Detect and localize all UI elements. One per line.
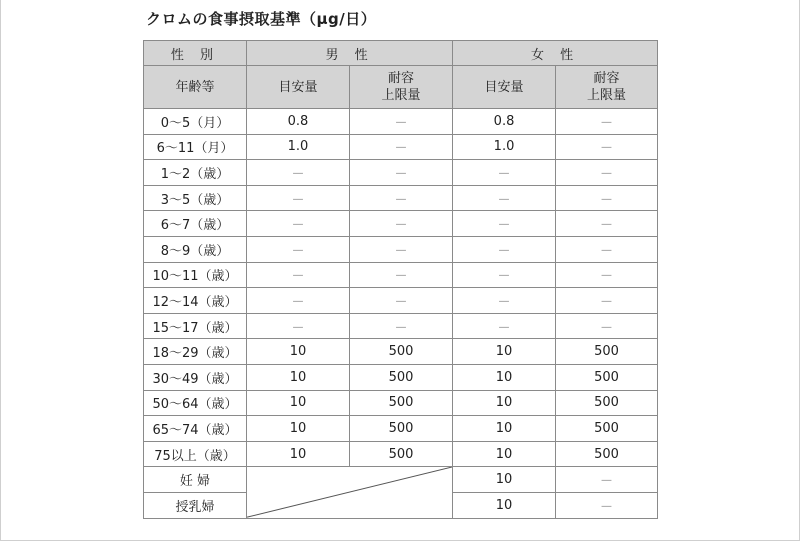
female-ai-cell: 10 <box>453 441 556 467</box>
age-cell: 6～11（月） <box>144 134 247 160</box>
female-ul-cell: 500 <box>556 364 658 390</box>
age-cell: 0～5（月） <box>144 109 247 135</box>
male-ai-cell: 10 <box>247 441 350 467</box>
age-cell: 50～64（歳） <box>144 390 247 416</box>
header-row-metrics <box>144 66 658 109</box>
table-row <box>144 441 658 467</box>
female-ul-cell: － <box>556 236 658 262</box>
male-ul-cell: 500 <box>350 339 453 365</box>
table-row <box>144 109 658 135</box>
header-row-sex <box>144 41 658 66</box>
female-ai-cell: － <box>453 185 556 211</box>
male-ai-cell: 10 <box>247 339 350 365</box>
age-cell: 8～9（歳） <box>144 236 247 262</box>
female-ai-cell: 10 <box>453 339 556 365</box>
table-row <box>144 211 658 237</box>
male-ul-cell: － <box>350 185 453 211</box>
header-ul-line1: 耐容 <box>593 71 620 86</box>
table-body <box>144 109 658 519</box>
female-ul-cell: 500 <box>556 339 658 365</box>
male-ul-cell: － <box>350 313 453 339</box>
male-ai-cell: 0.8 <box>247 109 350 135</box>
chromium-intake-table <box>143 40 658 519</box>
female-ai-cell: 10 <box>453 467 556 493</box>
not-applicable-cell <box>247 467 453 518</box>
male-ai-cell: 10 <box>247 390 350 416</box>
male-ul-cell: － <box>350 211 453 237</box>
male-ai-cell: － <box>247 288 350 314</box>
age-cell: 18～29（歳） <box>144 339 247 365</box>
female-ai-cell: 10 <box>453 364 556 390</box>
male-ai-cell: － <box>247 211 350 237</box>
female-ul-cell: － <box>556 160 658 186</box>
male-ul-cell: 500 <box>350 416 453 442</box>
header-ul-line2: 上限量 <box>587 88 627 103</box>
header-female: 女 性 <box>453 41 658 66</box>
female-ai-cell: － <box>453 236 556 262</box>
table-row <box>144 288 658 314</box>
male-ai-cell: － <box>247 313 350 339</box>
male-ai-cell: 10 <box>247 364 350 390</box>
table-row <box>144 185 658 211</box>
age-cell: 3～5（歳） <box>144 185 247 211</box>
male-ul-cell: － <box>350 109 453 135</box>
header-female-ai: 目安量 <box>453 66 556 109</box>
table-row-pregnant <box>144 467 658 493</box>
male-ul-cell: － <box>350 288 453 314</box>
female-ul-cell: － <box>556 185 658 211</box>
female-ul-cell: － <box>556 211 658 237</box>
female-ul-cell: － <box>556 467 658 493</box>
header-ul-line2: 上限量 <box>381 88 421 103</box>
age-cell: 12～14（歳） <box>144 288 247 314</box>
male-ul-cell: － <box>350 134 453 160</box>
female-ai-cell: 0.8 <box>453 109 556 135</box>
header-female-ul <box>556 66 658 109</box>
female-ai-cell: － <box>453 288 556 314</box>
female-ai-cell: － <box>453 313 556 339</box>
female-ai-cell: 10 <box>453 492 556 518</box>
table-row <box>144 134 658 160</box>
male-ai-cell: － <box>247 262 350 288</box>
header-male-ai: 目安量 <box>247 66 350 109</box>
female-ul-cell: 500 <box>556 390 658 416</box>
lactating-label: 授乳婦 <box>144 492 247 518</box>
female-ai-cell: 10 <box>453 390 556 416</box>
female-ul-cell: － <box>556 492 658 518</box>
age-cell: 15～17（歳） <box>144 313 247 339</box>
female-ul-cell: － <box>556 134 658 160</box>
male-ul-cell: 500 <box>350 364 453 390</box>
female-ul-cell: 500 <box>556 441 658 467</box>
female-ai-cell: － <box>453 262 556 288</box>
table-row <box>144 236 658 262</box>
female-ai-cell: 10 <box>453 416 556 442</box>
age-cell: 10～11（歳） <box>144 262 247 288</box>
male-ul-cell: － <box>350 236 453 262</box>
header-ul-line1: 耐容 <box>388 71 415 86</box>
male-ul-cell: － <box>350 262 453 288</box>
female-ul-cell: － <box>556 109 658 135</box>
female-ul-cell: 500 <box>556 416 658 442</box>
age-cell: 30～49（歳） <box>144 364 247 390</box>
male-ul-cell: － <box>350 160 453 186</box>
header-male-ul <box>350 66 453 109</box>
header-age: 年齢等 <box>144 66 247 109</box>
male-ul-cell: 500 <box>350 441 453 467</box>
header-male: 男 性 <box>247 41 453 66</box>
female-ai-cell: － <box>453 160 556 186</box>
page-title: クロムの食事摂取基準（μg/日） <box>146 10 377 28</box>
female-ul-cell: － <box>556 288 658 314</box>
header-sex: 性 別 <box>144 41 247 66</box>
table-row <box>144 339 658 365</box>
table-row <box>144 160 658 186</box>
male-ai-cell: 10 <box>247 416 350 442</box>
table-row <box>144 262 658 288</box>
female-ul-cell: － <box>556 262 658 288</box>
age-cell: 75以上（歳） <box>144 441 247 467</box>
female-ai-cell: － <box>453 211 556 237</box>
age-cell: 6～7（歳） <box>144 211 247 237</box>
female-ai-cell: 1.0 <box>453 134 556 160</box>
age-cell: 65～74（歳） <box>144 416 247 442</box>
table-row <box>144 416 658 442</box>
table-row <box>144 390 658 416</box>
male-ai-cell: 1.0 <box>247 134 350 160</box>
male-ai-cell: － <box>247 236 350 262</box>
female-ul-cell: － <box>556 313 658 339</box>
diagonal-line <box>247 467 452 517</box>
age-cell: 1～2（歳） <box>144 160 247 186</box>
pregnant-label: 妊 婦 <box>144 467 247 493</box>
table-row <box>144 313 658 339</box>
male-ai-cell: － <box>247 160 350 186</box>
table-row <box>144 364 658 390</box>
male-ai-cell: － <box>247 185 350 211</box>
male-ul-cell: 500 <box>350 390 453 416</box>
